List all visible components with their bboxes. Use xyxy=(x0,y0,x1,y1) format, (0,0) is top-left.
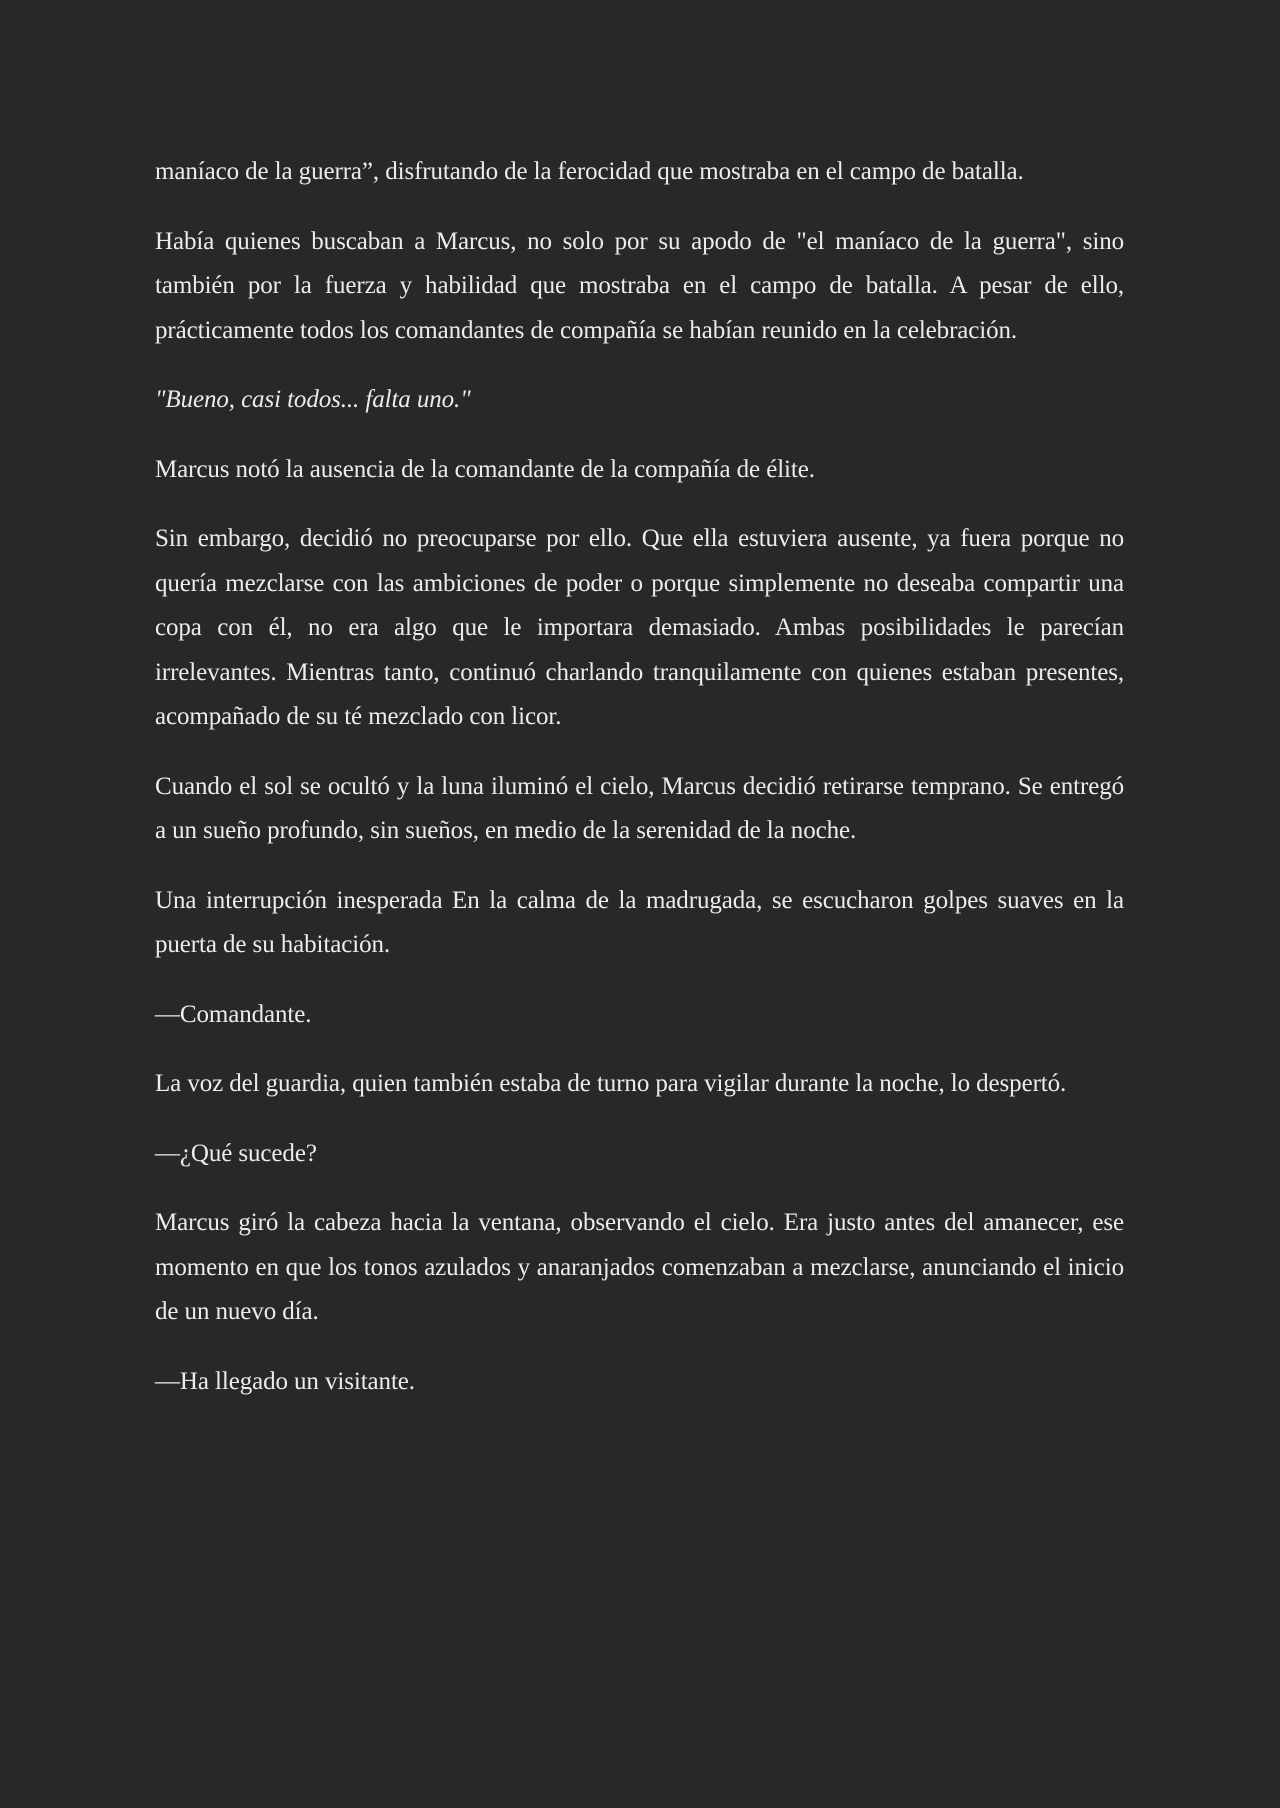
chapter-text xyxy=(155,150,1124,1429)
paragraph: Cuando el sol se ocultó y la luna iluminó el cielo, Marcus decidió retirarse temprano. Se entregó a un sueño profundo, sin sueños, en medio de la serenidad de la noche. xyxy=(155,772,1124,844)
paragraph: Una interrupción inesperada En la calma de la madrugada, se escucharon golpes suaves en la puerta de su habitación. xyxy=(155,886,1124,958)
paragraph-dialogue: —Comandante. xyxy=(155,1000,312,1028)
paragraph-dialogue: —Ha llegado un visitante. xyxy=(155,1367,415,1395)
paragraph: Había quienes buscaban a Marcus, no solo por su apodo de "el maníaco de la guerra", sino también por la fuerza y habilidad que mostraba en el campo de batalla. A pesar de ello, prácticamente todos los comandantes de compañía se habían reunido en la celebración. xyxy=(155,227,1124,344)
paragraph: Marcus notó la ausencia de la comandante de la compañía de élite. xyxy=(155,455,815,483)
paragraph: La voz del guardia, quien también estaba de turno para vigilar durante la noche, lo despertó. xyxy=(155,1070,1067,1097)
paragraph-dialogue: —¿Qué sucede? xyxy=(155,1139,317,1167)
paragraph-thought: "Bueno, casi todos... falta uno." xyxy=(155,386,471,413)
paragraph: Sin embargo, decidió no preocuparse por ello. Que ella estuviera ausente, ya fuera porque no quería mezclarse con las ambiciones de poder o porque simplemente no deseaba compartir una copa con él, no era algo que le importara demasiado. Ambas posibilidades le parecían irrelevantes. Mientras tanto, continuó charlando tranquilamente con quienes estaban presentes, acompañado de su té mezclado con licor. xyxy=(155,525,1124,730)
paragraph: maníaco de la guerra”, disfrutando de la ferocidad que mostraba en el campo de batalla. xyxy=(155,158,1024,185)
paragraph: Marcus giró la cabeza hacia la ventana, observando el cielo. Era justo antes del amanecer, ese momento en que los tonos azulados y anaranjados comenzaban a mezclarse, anunciando el inicio de un nuevo día. xyxy=(155,1209,1124,1325)
